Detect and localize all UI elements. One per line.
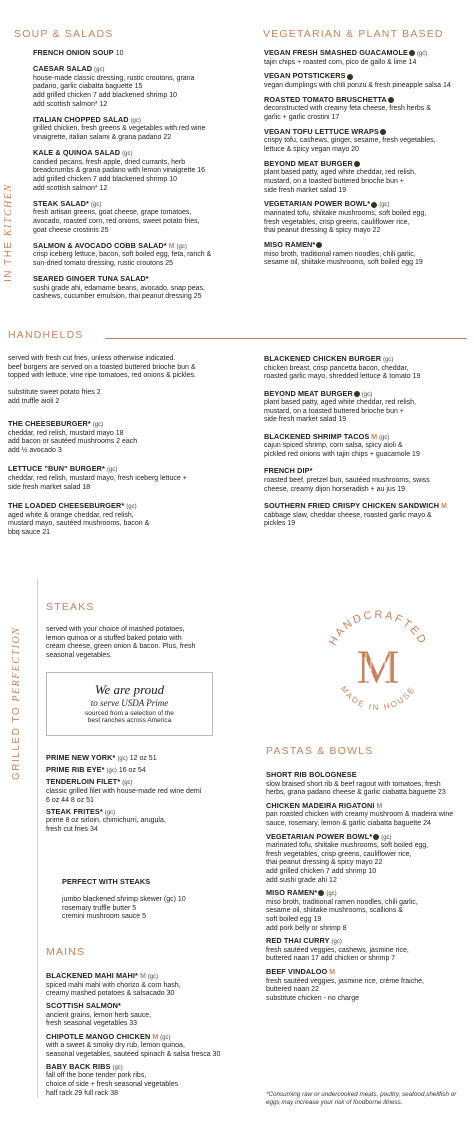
handhelds-intro-line: add truffle aioli 2 bbox=[8, 397, 60, 405]
menu-item-price: 16 oz 54 bbox=[118, 767, 146, 775]
steaks-intro bbox=[46, 626, 226, 660]
gluten-conscious-tag: (gc) bbox=[416, 51, 428, 57]
menu-item-description: fall off the bone tender pork ribs, bbox=[46, 1072, 147, 1080]
prime-line-3: sourced from a selection of the bbox=[85, 710, 174, 717]
house-made-badge: M bbox=[441, 503, 447, 510]
menu-item-description: add sushi grade ahi 12 bbox=[266, 876, 337, 884]
vegan-icon bbox=[354, 391, 360, 397]
gluten-conscious-tag: (gc) bbox=[147, 974, 159, 980]
menu-item-header bbox=[264, 467, 472, 477]
menu-item bbox=[46, 1002, 256, 1029]
perfect-spacer bbox=[62, 888, 242, 897]
menu-item-name: LETTUCE "BUN" BURGER* bbox=[8, 464, 105, 474]
menu-item bbox=[33, 49, 258, 59]
menu-item-name: FRENCH ONION SOUP bbox=[33, 48, 114, 57]
menu-item-description: buttered naan 17 add chicken or shrimp 7 bbox=[266, 955, 396, 963]
gluten-conscious-tag: (gc) bbox=[122, 780, 133, 787]
logo-top-text: HANDCRAFTED bbox=[326, 608, 430, 648]
pastas-title: PASTAS & BOWLS bbox=[266, 745, 374, 757]
menu-item bbox=[264, 467, 472, 494]
menu-item-description: thai peanut dressing & spicy mayo 22 bbox=[264, 227, 381, 235]
prime-line-4: best ranches across America bbox=[87, 717, 172, 724]
menu-item-header bbox=[46, 766, 231, 776]
menu-item-header bbox=[264, 96, 472, 106]
menu-item-description: creamy mashed potatoes & salsacado 30 bbox=[46, 990, 175, 998]
menu-item-description: sesame oil, shiitake mushrooms, scallions & bbox=[266, 907, 403, 915]
menu-item-description: goat cheese crostinis 25 bbox=[33, 226, 109, 234]
menu-item-description: add bacon or sautéed mushrooms 2 each bbox=[8, 438, 138, 446]
menu-item-description: fresh seasonal vegetables 33 bbox=[46, 1020, 138, 1028]
menu-item-description: avocado, roasted corn, red onions, sweet potato fries, bbox=[33, 217, 200, 225]
menu-item-description: lettuce & spicy vegan mayo 20 bbox=[264, 145, 359, 153]
menu-item-description: miso broth, traditional ramen noodles, chili garlic, bbox=[266, 898, 418, 906]
menu-item bbox=[264, 241, 472, 268]
menu-item bbox=[264, 72, 472, 90]
menu-item bbox=[33, 116, 258, 143]
handhelds-intro-line: topped with lettuce, vine ripe tomatoes, red onions & pickles. bbox=[8, 372, 196, 380]
menu-item-description: add ½ avocado 3 bbox=[8, 446, 62, 454]
menu-item-description: plant based patty, aged white cheddar, red relish, bbox=[264, 399, 417, 407]
vegan-icon bbox=[380, 129, 386, 135]
gluten-conscious-tag: (gc) bbox=[90, 201, 102, 208]
handhelds-title: HANDHELDS bbox=[8, 329, 84, 341]
menu-item-description: fresh cut fries 34 bbox=[46, 825, 98, 833]
menu-item bbox=[264, 49, 472, 67]
menu-item-name: BEYOND MEAT BURGER bbox=[264, 388, 353, 398]
menu-item-description: tajin chips + roasted corn, pico de gallo & lime 14 bbox=[264, 58, 417, 66]
menu-item-price: 12 oz 51 bbox=[129, 755, 157, 762]
menu-item bbox=[266, 771, 472, 798]
menu-item-description: add pork belly or shrimp 8 bbox=[266, 924, 347, 932]
menu-item-name: SOUTHERN FRIED CRISPY CHICKEN SANDWICH bbox=[264, 501, 440, 510]
menu-item bbox=[264, 355, 472, 382]
menu-item-name: VEGAN POTSTICKERS bbox=[264, 71, 346, 81]
menu-item bbox=[264, 160, 472, 195]
gluten-conscious-tag: (gc) bbox=[112, 1064, 123, 1071]
menu-item-name: SHORT RIB BOLOGNESE bbox=[266, 770, 357, 779]
soup-salads-title: SOUP & SALADS bbox=[14, 28, 114, 40]
gluten-conscious-tag: (gc) bbox=[92, 422, 104, 428]
menu-item-header bbox=[264, 390, 472, 400]
menu-item-description: padano, garlic ciabatta baguette 15 bbox=[33, 83, 143, 91]
menu-item-header bbox=[8, 420, 258, 430]
menu-item-header bbox=[264, 49, 472, 59]
gluten-conscious-tag: (gc) bbox=[379, 202, 390, 209]
menu-item bbox=[266, 802, 472, 829]
menu-item-name: ROASTED TOMATO BRUSCHETTA bbox=[264, 94, 387, 104]
house-made-badge: M bbox=[376, 802, 383, 810]
menu-item-name: SEARED GINGER TUNA SALAD* bbox=[33, 274, 149, 284]
menu-item-description: with a sweet & smoky dry rub, lemon quinoa, bbox=[46, 1042, 185, 1050]
vert-kitchen-b: KITCHEN bbox=[3, 183, 14, 237]
steaks-vertical-rule bbox=[37, 578, 38, 1098]
gluten-conscious-tag: (gc) bbox=[381, 834, 392, 841]
menu-item-name: THE CHEESEBURGER* bbox=[8, 419, 91, 428]
menu-item-description: pan roasted chicken with creamy mushroom & madeira wine bbox=[266, 811, 454, 819]
menu-item-description: marinated tofu, shiitake mushrooms, soft boiled egg, bbox=[266, 842, 429, 850]
steaks-intro-line: cream cheese, green onion & bacon. Plus, fresh bbox=[46, 643, 196, 651]
menu-item-description: breadcrumbs & grana padano with lemon vinaigrette 16 bbox=[33, 167, 205, 175]
menu-item-header bbox=[8, 465, 258, 475]
menu-item-name: VEGETARIAN POWER BOWL* bbox=[264, 199, 371, 209]
menu-item-name: CHICKEN MADEIRA RIGATONI bbox=[266, 800, 375, 810]
vert-kitchen-a: IN THE bbox=[3, 236, 14, 282]
menu-item bbox=[266, 833, 472, 886]
gluten-conscious-tag: (gc) bbox=[383, 357, 394, 363]
menu-item-name: MISO RAMEN* bbox=[264, 240, 316, 249]
menu-item-description: house-made classic dressing, rustic croutons, grana bbox=[33, 74, 195, 82]
handhelds-divider bbox=[105, 338, 467, 339]
menu-item bbox=[8, 502, 258, 537]
gluten-conscious-tag: (gc) bbox=[361, 391, 373, 398]
menu-item bbox=[8, 420, 258, 455]
handcrafted-logo bbox=[313, 603, 443, 713]
menu-item-description: bbq sauce 21 bbox=[8, 528, 51, 536]
menu-item-name: TENDERLOIN FILET* bbox=[46, 777, 121, 787]
menu-item-description: side fresh market salad 18 bbox=[8, 483, 91, 491]
menu-item-description: cheese, creamy dijon horseradish + au jus 19 bbox=[264, 485, 406, 493]
menu-item-name: CAESAR SALAD bbox=[33, 64, 93, 74]
menu-item-description: roasted beef, pretzel bun, sautéed mushrooms, swiss bbox=[264, 476, 430, 484]
gluten-conscious-tag: (gc) bbox=[94, 67, 105, 74]
menu-item-description: aged white & orange cheddar, red relish, bbox=[8, 511, 134, 519]
handhelds-intro-line bbox=[8, 381, 253, 390]
menu-item-description: cheddar, red relish, mustard mayo 18 bbox=[8, 429, 124, 437]
menu-item-header bbox=[266, 771, 472, 781]
menu-item-description: side fresh market salad 19 bbox=[264, 416, 347, 424]
menu-item-description: vinaigrette, italian salami & grana padano 22 bbox=[33, 133, 172, 141]
menu-item bbox=[33, 65, 258, 109]
menu-item-name: BEEF VINDALOO bbox=[266, 967, 328, 976]
gluten-conscious-tag: (gc) bbox=[106, 467, 118, 474]
menu-item-description: choice of side + fresh seasonal vegetables bbox=[46, 1081, 179, 1089]
in-the-kitchen-label bbox=[3, 183, 14, 282]
menu-item-description: sesame oil, shiitake mushrooms, soft boiled egg 19 bbox=[264, 259, 423, 267]
menu-item-name: THE LOADED CHEESEBURGER* bbox=[8, 501, 125, 511]
menu-item bbox=[33, 242, 258, 269]
menu-item bbox=[46, 754, 231, 764]
menu-item-description: plant based patty, aged white cheddar, red relish, bbox=[264, 169, 417, 177]
house-made-badge: M bbox=[371, 433, 378, 441]
menu-item-name: ITALIAN CHOPPED SALAD bbox=[33, 114, 129, 124]
menu-item-header bbox=[33, 65, 258, 75]
menu-item-name: MISO RAMEN* bbox=[266, 888, 318, 898]
menu-item-name: VEGETARIAN POWER BOWL* bbox=[266, 831, 373, 841]
menu-item-name: BLACKENED SHRIMP TACOS bbox=[264, 431, 370, 441]
menu-item-description: mustard mayo, sautéed mushrooms, bacon & bbox=[8, 520, 150, 528]
menu-item-description: soft boiled egg 19 bbox=[266, 915, 322, 923]
gluten-conscious-tag: (gc) bbox=[379, 434, 390, 441]
menu-item bbox=[33, 200, 258, 235]
menu-item-description: mustard, on a toasted buttered brioche bun + bbox=[264, 407, 404, 415]
menu-item-header bbox=[264, 72, 472, 82]
menu-item-description: sun-dried tomato dressing, rustic croutons 25 bbox=[33, 259, 174, 267]
menu-item-description: cabbage slaw, cheddar cheese, roasted garlic mayo & bbox=[264, 511, 432, 519]
house-made-badge: M bbox=[152, 1033, 159, 1041]
menu-item bbox=[264, 128, 472, 155]
menu-item-header bbox=[264, 200, 472, 210]
perfect-with-steaks bbox=[62, 878, 242, 922]
menu-item-name: VEGAN TOFU LETTUCE WRAPS bbox=[264, 126, 379, 136]
menu-item-description: side fresh market salad 19 bbox=[264, 186, 347, 194]
menu-item-description: mustard, on a toasted buttered brioche bun + bbox=[264, 177, 404, 185]
menu-item bbox=[46, 1033, 256, 1060]
menu-item-header bbox=[264, 433, 472, 443]
menu-item-header bbox=[33, 242, 258, 252]
menu-item-description: buttered naan 22 bbox=[266, 986, 319, 994]
menu-item-description: vegan dumplings with chili ponzu & fresh pineapple salsa 14 bbox=[264, 81, 451, 89]
menu-item-header bbox=[46, 1063, 256, 1073]
steaks-intro-line: seasonal vegetables. bbox=[46, 651, 112, 659]
gluten-conscious-tag: (gc) bbox=[122, 151, 133, 158]
menu-item-header bbox=[266, 802, 472, 812]
handhelds-intro bbox=[8, 355, 253, 407]
menu-item-name: PRIME NEW YORK* bbox=[46, 753, 116, 762]
menu-item-description: cheddar, red relish, mustard mayo, fresh iceberg lettuce + bbox=[8, 474, 187, 482]
menu-item-name: KALE & QUINOA SALAD bbox=[33, 148, 121, 158]
menu-item bbox=[266, 889, 472, 933]
menu-item-description: fresh artisan greens, goat cheese, grape tomatoes, bbox=[33, 209, 192, 217]
menu-item-header bbox=[46, 1002, 256, 1012]
menu-item-header bbox=[46, 808, 231, 818]
menu-item-description: 6 oz 44 8 oz 51 bbox=[46, 796, 94, 804]
menu-item-header bbox=[264, 502, 472, 512]
menu-item bbox=[46, 972, 256, 999]
vert-grilled-b: PERFECTION bbox=[11, 626, 22, 702]
menu-item bbox=[46, 766, 231, 776]
menu-item-description: ancient grains, lemon herb sauce, bbox=[46, 1011, 152, 1019]
perfect-title: PERFECT WITH STEAKS bbox=[62, 877, 151, 886]
menu-item-description: fresh sautéed veggies, jasmine rice, crème fraiche, bbox=[266, 977, 424, 985]
gluten-conscious-tag: (gc) bbox=[130, 117, 141, 124]
menu-item bbox=[33, 275, 258, 302]
menu-item-header bbox=[266, 889, 472, 899]
perfect-line: cremini mushroom sauce 5 bbox=[62, 913, 147, 921]
menu-item-name: BEYOND MEAT BURGER bbox=[264, 158, 353, 168]
menu-item-description: pickles 19 bbox=[264, 520, 296, 528]
menu-item-description: half rack 29 full rack 38 bbox=[46, 1089, 118, 1097]
gluten-conscious-tag: (gc) bbox=[126, 504, 137, 511]
usda-prime-box bbox=[46, 672, 213, 736]
menu-item-header bbox=[266, 937, 472, 947]
menu-item bbox=[264, 433, 472, 460]
menu-item-description: sushi grade ahi, edamame beans, avocado, snap peas, bbox=[33, 284, 206, 292]
menu-item bbox=[264, 390, 472, 425]
menu-item bbox=[8, 465, 258, 492]
note-line: shellfish or eggs may increase your risk of foodborne illness. bbox=[266, 1091, 457, 1106]
menu-item-name: FRENCH DIP* bbox=[264, 466, 313, 476]
menu-item-description: fresh vegetables, crisp greens, cauliflower rice, bbox=[264, 218, 410, 226]
menu-item-header bbox=[266, 968, 472, 978]
menu-item-description: add grilled chicken 7 add shrimp 10 bbox=[266, 867, 377, 875]
menu-item-description: add scottish salmon* 12 bbox=[33, 100, 108, 108]
menu-item-name: SALMON & AVOCADO COBB SALAD* bbox=[33, 240, 167, 250]
menu-item-name: STEAK FRITES* bbox=[46, 806, 103, 816]
menu-item-description: prime 8 oz sirloin, chimichurri, arugula, bbox=[46, 817, 166, 825]
menu-item-price: 10 bbox=[115, 50, 124, 57]
mains-title: MAINS bbox=[46, 946, 86, 958]
menu-item bbox=[264, 502, 472, 529]
menu-item-header bbox=[46, 754, 231, 764]
steaks-intro-line: served with your choice of mashed potatoes, bbox=[46, 626, 185, 633]
logo-bottom-text: MADE IN HOUSE bbox=[338, 684, 418, 713]
menu-item-description: crisp iceberg lettuce, bacon, soft boiled egg, feta, ranch & bbox=[33, 251, 212, 259]
handhelds-intro-line: served with fresh cut fries, unless otherwise indicated. bbox=[8, 355, 176, 362]
menu-item-name: VEGAN FRESH SMASHED GUACAMOLE bbox=[264, 48, 408, 57]
vert-grilled-a: GRILLED TO bbox=[11, 701, 22, 780]
menu-item-header bbox=[33, 275, 258, 285]
gluten-conscious-tag: (gc) bbox=[331, 939, 342, 946]
menu-item-description: roasted garlic mayo, shredded lettuce & tomato 19 bbox=[264, 373, 421, 381]
menu-item-description: add grilled chicken 7 add blackened shrimp 10 bbox=[33, 91, 177, 99]
menu-item-description: substitute chicken - no charge bbox=[266, 994, 359, 1002]
menu-item-name: BLACKENED CHICKEN BURGER bbox=[264, 354, 382, 363]
menu-item-description: thai peanut dressing & spicy mayo 22 bbox=[266, 859, 383, 867]
house-made-badge: M bbox=[168, 242, 175, 250]
vegan-icon bbox=[347, 74, 353, 80]
gluten-conscious-tag: (gc) bbox=[104, 809, 116, 816]
house-made-badge: M bbox=[329, 969, 336, 976]
menu-item-description: spiced mahi mahi with chorizo & corn hash, bbox=[46, 981, 181, 989]
vegan-icon bbox=[316, 242, 322, 248]
menu-item-description: fresh sautéed veggies, cashews, jasmine rice, bbox=[266, 946, 409, 954]
menu-item-description: crispy tofu, cashews, ginger, sesame, fresh vegetables, bbox=[264, 137, 436, 145]
menu-item-header bbox=[33, 200, 258, 210]
steaks-intro-line: lemon quinoa or a stuffed baked potato with bbox=[46, 634, 182, 642]
menu-item-header bbox=[8, 502, 258, 512]
menu-item-header bbox=[266, 833, 472, 843]
menu-item-description: garlic + garlic crostini 17 bbox=[264, 113, 340, 121]
menu-item-description: cashews, cucumber emulsion, thai peanut dressing 25 bbox=[33, 293, 202, 301]
vegan-icon bbox=[318, 890, 324, 896]
menu-item-name: STEAK SALAD* bbox=[33, 198, 89, 208]
menu-item-description: add scottish salmon* 12 bbox=[33, 184, 108, 192]
gluten-conscious-tag: (gc) bbox=[106, 768, 117, 775]
menu-item-description: miso broth, traditional ramen noodles, chili garlic, bbox=[264, 250, 416, 258]
house-made-badge: M bbox=[139, 973, 146, 980]
consumption-warning bbox=[266, 1091, 471, 1106]
menu-item-description: slow braised short rib & beef ragout with tomatoes, fresh bbox=[266, 780, 441, 788]
menu-item-name: PRIME RIB EYE* bbox=[46, 765, 105, 775]
perfect-line: jumbo blackened shrimp skewer (gc) 10 bbox=[62, 896, 186, 904]
menu-item-description: herbs, grana padano cheese & garlic ciabatta baguette 23 bbox=[266, 789, 446, 797]
menu-item bbox=[266, 937, 472, 964]
menu-item-description: chicken breast, crisp pancetta bacon, cheddar, bbox=[264, 364, 409, 372]
menu-item bbox=[33, 149, 258, 193]
menu-item-name: BABY BACK RIBS bbox=[46, 1061, 111, 1071]
vegan-icon bbox=[409, 50, 415, 56]
menu-item-name: SCOTTISH SALMON* bbox=[46, 1001, 121, 1011]
menu-item-description: add grilled chicken 7 add blackened shrimp 10 bbox=[33, 175, 177, 183]
menu-item bbox=[264, 96, 472, 123]
menu-item bbox=[46, 1063, 256, 1098]
menu-item-header bbox=[264, 128, 472, 138]
menu-item-header bbox=[33, 116, 258, 126]
menu-item-header bbox=[46, 1033, 256, 1043]
menu-item-name: CHIPOTLE MANGO CHICKEN bbox=[46, 1031, 151, 1041]
menu-item-description: seasonal vegetables, sautéed spinach & salsa fresca 30 bbox=[46, 1050, 221, 1058]
grilled-to-perfection-label bbox=[11, 627, 22, 780]
menu-item-header bbox=[264, 241, 472, 251]
menu-item-description: pickled red onions with tajin chips + guacamole 19 bbox=[264, 450, 420, 458]
gluten-conscious-tag: (gc) bbox=[117, 756, 128, 762]
handhelds-intro-line: substitute sweet potato fries 2 bbox=[8, 389, 101, 397]
menu-item-header bbox=[264, 160, 472, 170]
logo-letter: M bbox=[356, 641, 400, 694]
gluten-conscious-tag: (gc) bbox=[326, 891, 337, 898]
menu-item-name: RED THAI CURRY bbox=[266, 936, 330, 946]
menu-item-description: sauce, rosemary, lemon & garlic ciabatta baguette 24 bbox=[266, 819, 431, 827]
vegan-icon bbox=[373, 834, 379, 840]
menu-item-description: marinated tofu, shiitake mushrooms, soft boiled egg, bbox=[264, 209, 427, 217]
menu-item-description: cajun spiced shrimp, corn salsa, spicy aioli & bbox=[264, 442, 403, 450]
menu-item bbox=[46, 778, 231, 805]
menu-item-header bbox=[46, 972, 256, 982]
menu-item-name: BLACKENED MAHI MAHI* bbox=[46, 971, 138, 980]
handhelds-intro-line: beef burgers are served on a toasted buttered brioche bun & bbox=[8, 363, 196, 371]
note-line: *Consuming raw or undercooked meats, poultry, seafood, bbox=[266, 1091, 427, 1098]
gluten-conscious-tag: (gc) bbox=[176, 243, 187, 250]
menu-item-description: candied pecans, fresh apple, dried currants, herb bbox=[33, 158, 186, 166]
menu-item bbox=[266, 968, 472, 1003]
vegan-icon bbox=[354, 161, 360, 167]
menu-item-description: grilled chicken, fresh greens & vegetables with red wine bbox=[33, 125, 206, 133]
menu-item bbox=[46, 808, 231, 835]
menu-item-header bbox=[33, 149, 258, 159]
menu-item-header bbox=[264, 355, 472, 365]
vegetarian-title: VEGETARIAN & PLANT BASED bbox=[263, 28, 444, 40]
menu-item-description: classic grilled filet with house-made red wine demi bbox=[46, 787, 202, 795]
menu-item-header bbox=[46, 778, 231, 788]
gluten-conscious-tag: (gc) bbox=[160, 1034, 171, 1041]
menu-item-description: fresh vegetables, crisp greens, cauliflower rice, bbox=[266, 850, 412, 858]
steaks-title: STEAKS bbox=[46, 601, 95, 613]
prime-line-2: to serve USDA Prime bbox=[90, 698, 169, 708]
menu-item-description: deconstructed with creamy feta cheese, fresh herbs & bbox=[264, 105, 431, 113]
prime-line-1: We are proud bbox=[94, 682, 165, 697]
vegan-icon bbox=[371, 202, 377, 208]
perfect-line: rosemary truffle butter 5 bbox=[62, 904, 137, 912]
menu-item bbox=[264, 200, 472, 235]
vegan-icon bbox=[388, 97, 394, 103]
menu-item-header bbox=[33, 49, 258, 59]
